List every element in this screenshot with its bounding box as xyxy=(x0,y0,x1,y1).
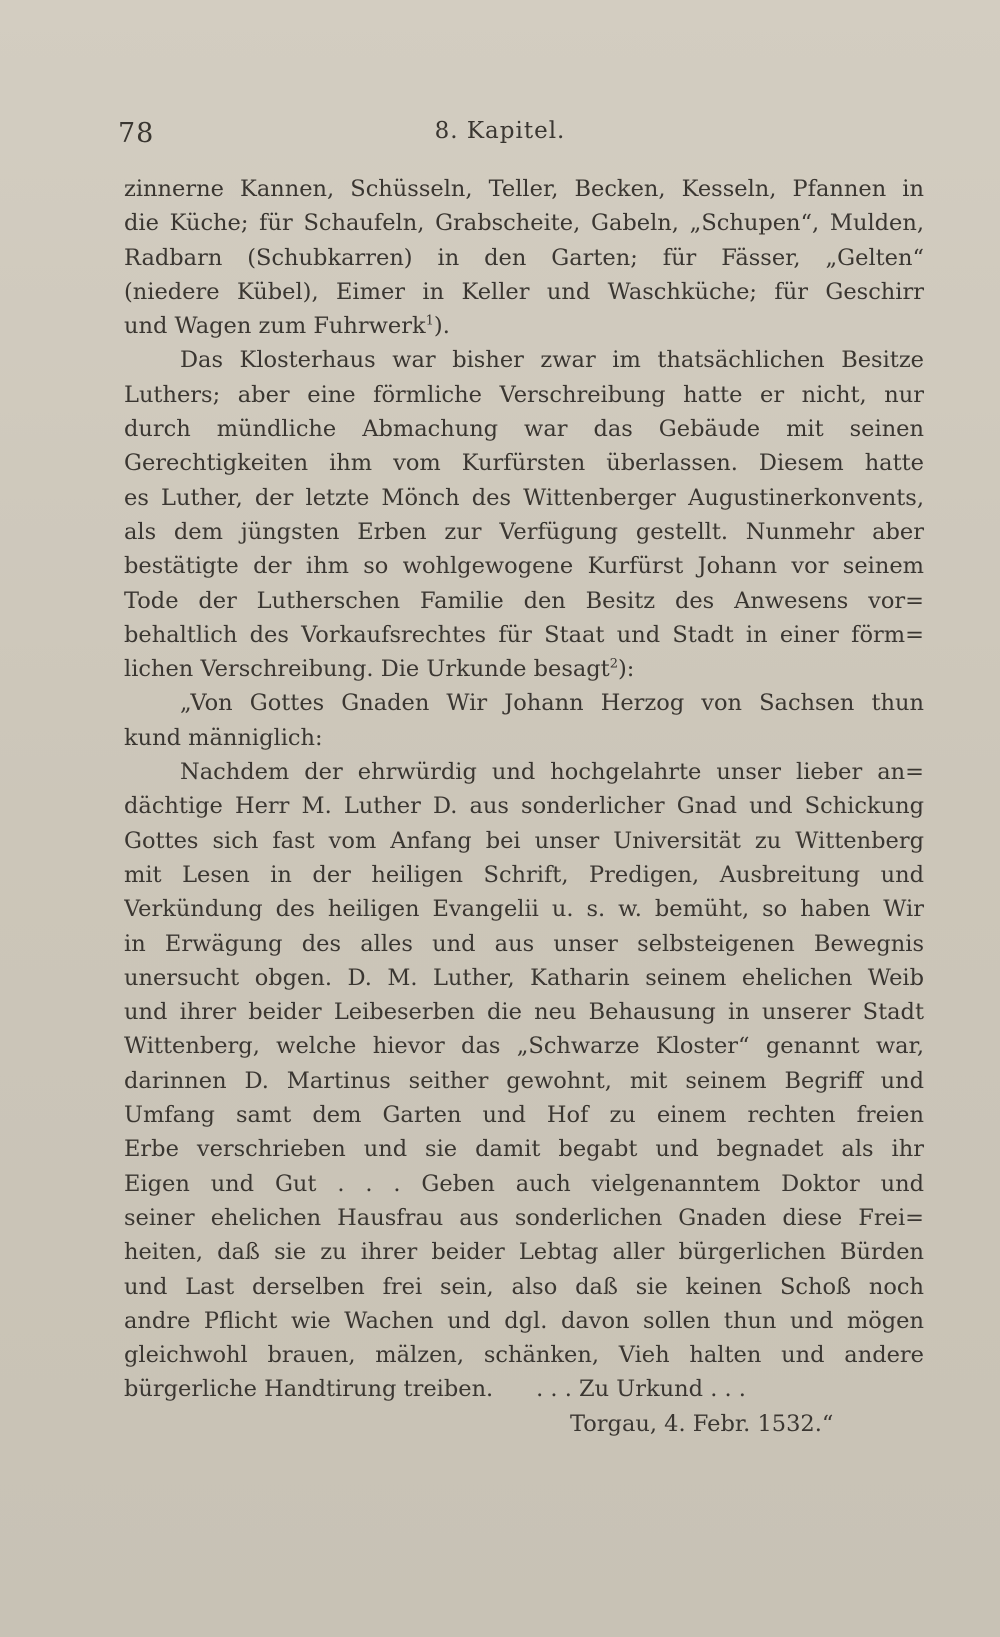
text-line: Gerechtigkeiten ihm vom Kurfürsten überlassen. Diesem hatte xyxy=(124,450,924,477)
text-line: Erbe verschrieben und sie damit begabt und begnadet als ihr xyxy=(124,1136,924,1163)
text-line: bestätigte der ihm so wohlgewogene Kurfürst Johann vor seinem xyxy=(124,553,924,580)
text-line: durch mündliche Abmachung war das Gebäude mit seinen xyxy=(124,416,924,443)
text-line: zinnerne Kannen, Schüsseln, Teller, Becken, Kesseln, Pfannen in xyxy=(124,176,924,202)
text-line xyxy=(124,652,924,686)
text-line: und ihrer beider Leibeserben die neu Behausung in unserer Stadt xyxy=(124,999,924,1026)
running-head: 8. Kapitel. xyxy=(434,118,566,144)
text-line: Eigen und Gut . . . Geben auch vielgenanntem Doktor und xyxy=(124,1170,924,1197)
text-line: darinnen D. Martinus seither gewohnt, mit seinem Begriff und xyxy=(124,1067,924,1094)
text-line: Verkündung des heiligen Evangelii u. s. w. bemüht, so haben Wir xyxy=(124,896,924,923)
text-line xyxy=(124,309,924,343)
text-line: es Luther, der letzte Mönch des Wittenberger Augustinerkonvents, xyxy=(124,484,924,511)
text-line: bürgerliche Handtirung treiben. . . . Zu Urkund . . . xyxy=(124,1376,746,1403)
text-line: und Last derselben frei sein, also daß sie keinen Schoß noch xyxy=(124,1273,924,1300)
footnote-ref-2-close: ): xyxy=(618,656,635,683)
text-line: die Küche; für Schaufeln, Grabscheite, Gabeln, „Schupen“, Mulden, xyxy=(124,210,924,237)
body-text xyxy=(124,172,924,1441)
text-line: Gottes sich fast vom Anfang bei unser Universität zu Wittenberg xyxy=(124,827,924,854)
line-text: lichen Verschreibung. Die Urkunde besagt xyxy=(124,656,610,683)
paragraph-start-line: Nachdem der ehrwürdig und hochgelahrte unser lieber an= xyxy=(180,759,924,786)
document-date-line: Torgau, 4. Febr. 1532.“ xyxy=(570,1410,834,1437)
text-line: seiner ehelichen Hausfrau aus sonderlichen Gnaden diese Frei= xyxy=(124,1204,924,1231)
text-line: Radbarn (Schubkarren) in den Garten; für Fässer, „Gelten“ xyxy=(124,244,924,271)
text-line: behaltlich des Vorkaufsrechtes für Staat und Stadt in einer förm= xyxy=(124,621,924,648)
footnote-ref-1: 1 xyxy=(425,313,434,329)
paragraph-start-line: Das Klosterhaus war bisher zwar im thatsächlichen Besitze xyxy=(180,347,924,374)
page-header xyxy=(0,118,1000,158)
text-line: als dem jüngsten Erben zur Verfügung gestellt. Nunmehr aber xyxy=(124,518,924,545)
footnote-ref-2: 2 xyxy=(609,656,619,672)
text-line: andre Pflicht wie Wachen und dgl. davon sollen thun und mögen xyxy=(124,1307,924,1334)
text-line: Tode der Lutherschen Familie den Besitz des Anwesens vor= xyxy=(124,587,924,614)
text-line: dächtige Herr M. Luther D. aus sonderlicher Gnad und Schickung xyxy=(124,793,924,820)
line-text: und Wagen zum Fuhrwerk xyxy=(124,313,426,340)
text-line: Luthers; aber eine förmliche Verschreibung hatte er nicht, nur xyxy=(124,381,924,408)
page-number: 78 xyxy=(118,118,155,149)
quote-start-line: „Von Gottes Gnaden Wir Johann Herzog von Sachsen thun xyxy=(180,690,924,717)
text-line: in Erwägung des alles und aus unser selbsteigenen Bewegnis xyxy=(124,930,924,957)
text-line: mit Lesen in der heiligen Schrift, Predigen, Ausbreitung und xyxy=(124,861,924,888)
text-line: kund männiglich: xyxy=(124,724,323,751)
text-line: heiten, daß sie zu ihrer beider Lebtag aller bürgerlichen Bürden xyxy=(124,1239,924,1266)
text-line: gleichwohl brauen, mälzen, schänken, Vieh halten und andere xyxy=(124,1342,924,1369)
text-line: unersucht obgen. D. M. Luther, Katharin seinem ehelichen Weib xyxy=(124,964,924,991)
footnote-ref-1-close: ). xyxy=(433,313,450,340)
text-line: Umfang samt dem Garten und Hof zu einem rechten freien xyxy=(124,1102,924,1129)
text-line: Wittenberg, welche hievor das „Schwarze Kloster“ genannt war, xyxy=(124,1033,924,1060)
text-line: (niedere Kübel), Eimer in Keller und Waschküche; für Geschirr xyxy=(124,278,924,305)
